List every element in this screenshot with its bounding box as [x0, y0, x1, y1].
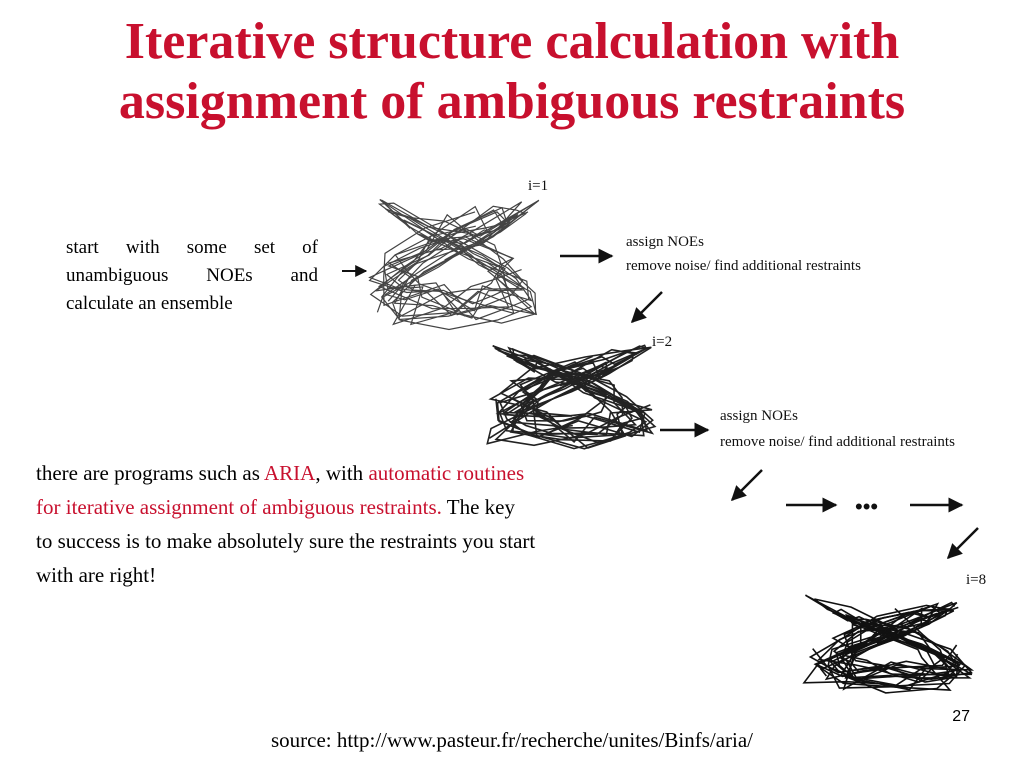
step2-label-assign: assign NOEs: [720, 408, 798, 424]
step1-label-assign: assign NOEs: [626, 234, 704, 250]
step1-label-remove: remove noise/ find additional restraints: [626, 258, 861, 274]
down-arrow-3: [948, 528, 978, 558]
down-arrow-1: [632, 292, 662, 322]
label-i2: i=2: [652, 334, 673, 350]
down-arrow-2: [732, 470, 762, 500]
ensemble-iteration-8: [804, 595, 972, 693]
body-part-1: there are programs such as: [36, 461, 264, 485]
body-part-2: , with: [315, 461, 369, 485]
slide-number: 27: [952, 708, 970, 725]
body-part-3: The key to success is to make absolutely sure the restraints you start with are right!: [36, 495, 536, 587]
title-line-2: assignment of ambiguous restraints: [118, 73, 906, 130]
body-highlight: automatic routines for iterative assignment of ambiguous restraints.: [36, 461, 525, 519]
label-i8: i=8: [966, 572, 987, 588]
title-line-1: Iterative structure calculation with: [124, 13, 900, 70]
start-note: start with some set of unambiguous NOEs and calculate an ensemble: [66, 237, 318, 314]
ellipsis: •••: [855, 494, 879, 519]
ensemble-iteration-1: [370, 200, 539, 330]
label-i1: i=1: [528, 178, 549, 194]
source-citation: source: http://www.pasteur.fr/recherche/unites/Binfs/aria/: [270, 728, 754, 752]
aria-name: ARIA: [264, 461, 316, 485]
body-paragraph: [36, 456, 536, 592]
step2-label-remove: remove noise/ find additional restraints: [720, 434, 955, 450]
ensemble-iteration-2: [487, 345, 655, 448]
